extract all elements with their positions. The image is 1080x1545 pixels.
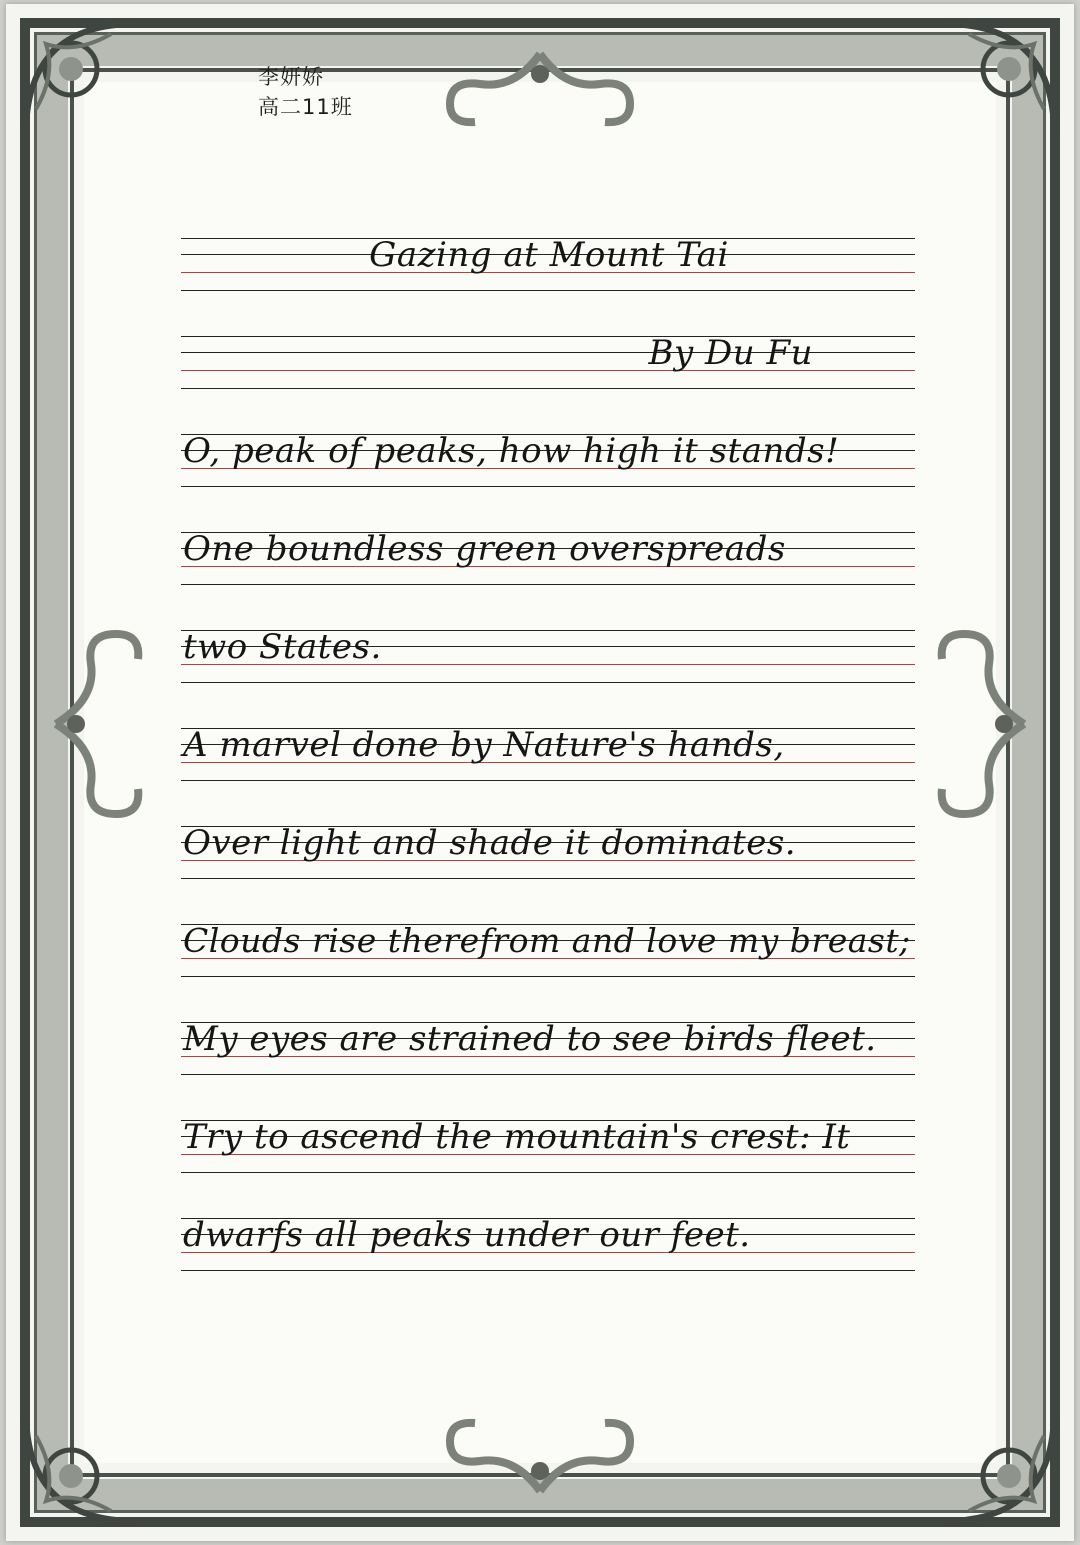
poem-line-text: Try to ascend the mountain's crest: It — [183, 1117, 851, 1157]
student-info-note — [258, 62, 398, 122]
poem-line-text: O, peak of peaks, how high it stands! — [183, 431, 840, 471]
poem-line — [181, 1114, 915, 1212]
poem-line — [181, 1016, 915, 1114]
title-row — [181, 232, 915, 330]
poem-line — [181, 1212, 915, 1310]
poem-line — [181, 722, 915, 820]
student-name: 李妍娇 — [258, 65, 324, 89]
paper-sheet — [6, 4, 1074, 1541]
poem-line — [181, 918, 915, 1016]
scroll-ornament-top — [420, 44, 660, 134]
scroll-ornament-left — [46, 604, 186, 844]
poem-line — [181, 820, 915, 918]
corner-ornament-bottom-left — [16, 1401, 146, 1531]
corner-ornament-bottom-right — [934, 1401, 1064, 1531]
corner-ornament-top-right — [934, 14, 1064, 144]
poem-line — [181, 526, 915, 624]
scroll-ornament-right — [894, 604, 1034, 844]
byline-row — [181, 330, 915, 428]
poem-line-text: Over light and shade it dominates. — [183, 823, 797, 863]
corner-ornament-top-left — [16, 14, 146, 144]
poem-line-text: two States. — [183, 627, 382, 667]
poem-line-text: Clouds rise therefrom and love my breast; — [183, 921, 911, 960]
poem-title: Gazing at Mount Tai — [369, 235, 729, 275]
poem-byline: By Du Fu — [648, 333, 813, 373]
poem-line-text: dwarfs all peaks under our feet. — [183, 1215, 751, 1255]
student-class: 高二11班 — [258, 95, 353, 119]
poem-line — [181, 428, 915, 526]
poem-line-text: One boundless green overspreads — [183, 529, 786, 569]
poem-line-text: A marvel done by Nature's hands, — [183, 725, 785, 765]
scroll-ornament-bottom — [420, 1411, 660, 1501]
poem-line — [181, 624, 915, 722]
handwriting-lines — [181, 232, 915, 1310]
poem-line-text: My eyes are strained to see birds fleet. — [183, 1019, 877, 1059]
